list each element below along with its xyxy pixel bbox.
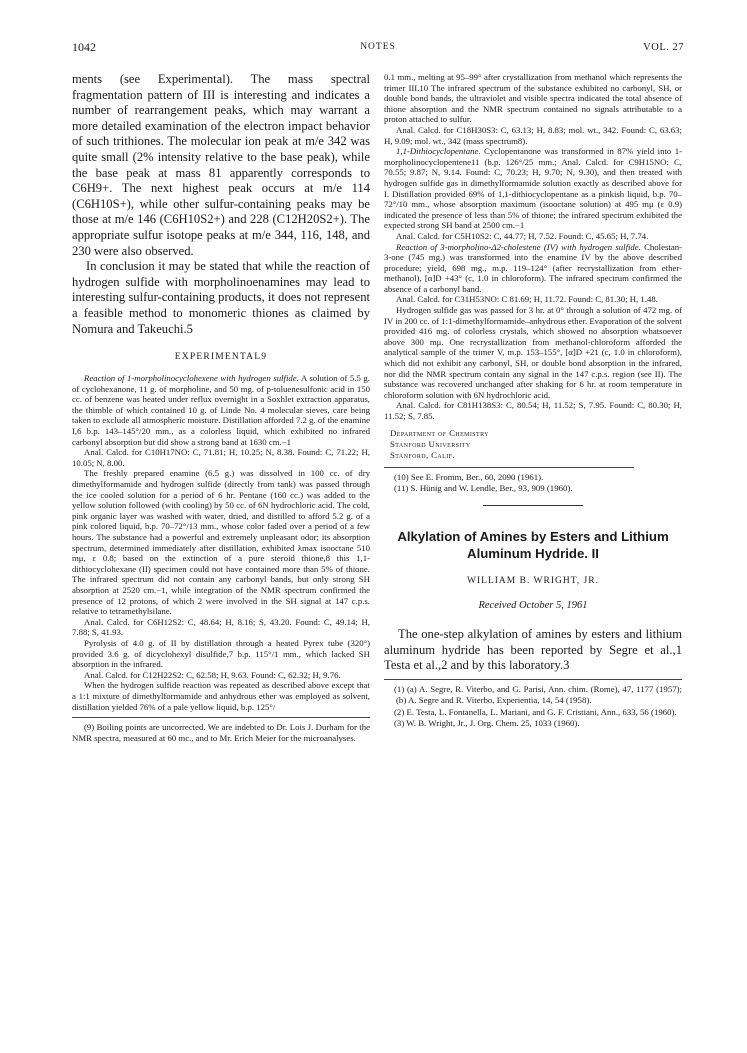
experimental-heading: EXPERIMENTAL9 [174,352,268,363]
footnote-divider [384,679,682,680]
footnote-9: (9) Boiling points are uncorrected. We are indebted to Dr. Lois J. Durham for the NMR spectra, measured at 60 mc., and to Mr. Erich Meier for the microanalyses. [72,722,370,743]
procedure-text: A solution of 5.5 g. of cyclohexanone, 11 g. of morpholine, and 50 mg. of p-toluenesulfonic acid in 150 cc. of benzene was heated under reflux overnight in a Soxhlet extraction apparatus, the thimble of which contained 10 g. of Linde No. 4 molecular sieves, care being taken to exclude all atmospheric moisture. Distillation afforded 7.2 g. of the enamine I,6 b.p. 143–145°/20 mm., as a colorless liquid, which exhibited no infrared carbonyl absorption but did show a strong band at 1630 cm.−1 [72,373,370,447]
affiliation-address [390,428,682,461]
footnote-2: (2) E. Testa, L. Fontanella, L. Mariani, and G. F. Cristiani, Ann., 633, 56 (1960). [394,706,677,717]
volume-label: VOL. 27 [643,42,684,53]
footnote-10: (10) See E. Fromm, Ber., 60, 2090 (1961). [394,471,544,482]
analysis-line: Anal. Calcd. for C81H138S3: C, 80.54; H, 11.52; S, 7.95. Found: C, 80.30; H, 11.52; S, 7.85. [384,400,682,421]
page-number: 1042 [72,40,96,54]
experimental-paragraph-2: The freshly prepared enamine (6.5 g.) was dissolved in 100 cc. of dry dimethylformamide and hydrogen sulfide (directly from tank) was passed through the ice cooled solution for a period of 6 hr. Pentane (160 cc.) was added to the yellow solution followed (with cooling) by 50 cc. of 6N hydrochloric acid. The cold, pink organic layer was washed with water, dried, and distilled to afford 5.2 g. of a pink colored liquid, b.p. 70–72°/13 mm., whose color faded over a period of a few hours. The substance had a powerful and extremely unpleasant odor; its absorption spectrum, determined immediately after distillation, exhibited λmax isooctane 510 mμ, ε 0.8; based on the extinction of a pure steroid thione,8 this 1,1-dithiocyclohexane (II) specimen could not have contained more than 5% of thione. The infrared spectrum did not contain any carbonyl bands, but only strong SH absorption at 2520 cm.−1, while integration of the NMR spectrum confirmed the presence of 12 protons, of which 2 were involved in the SH signal at 147 c.p.s. relative to tetramethylsilane. [72,468,370,617]
procedure-title: Reaction of 3-morpholino-Δ2-cholestene (IV) with hydrogen sulfide. [396,241,641,252]
analysis-line: Anal. Calcd. for C18H30S3: C, 63.13; H, 8.83; mol. wt., 342. Found: C, 63.63; H, 9.09; mol. wt., 342 (mass spectrum8). [384,124,682,146]
procedure-text: Cyclopentanone was transformed in 87% yield into 1-morpholinocyclopentene11 (b.p. 126°/25 mm.; Anal. Calcd. for C9H15NO: C, 70.55; 9.87; N, 9.14. Found: C, 70.23; H, 9.70; N, 9.30), and then treated with hydrogen sulfide gas in dimethylformamide solution exactly as described above for I. Distillation provided 69% of 1,1-dithiocyclopentane as a pinkish liquid, b.p. 70–72°/10 mm., whose absorption maximum (isooctane solution) at 495 mμ (ε 0.9) indicated the presence of less than 5% of thione; the infrared spectrum exhibited the expected strong SH band at 2500 cm.−1 [384,146,683,231]
paragraph-conclusion: In conclusion it may be stated that while the reaction of hydrogen sulfide with morpholinoenamines may lead to interesting sulfur-containing products, it does not represent a feasible method to monomeric thiones as claimed by Nomura and Takeuchi.5 [72,259,370,336]
footnote-divider [384,467,634,468]
article-intro-paragraph: The one-step alkylation of amines by esters and lithium aluminum hydride has been reported by Segre et al.,1 Testa et al.,2 and by this laboratory.3 [384,627,682,673]
footnote-1: (1) (a) A. Segre, R. Viterbo, and G. Parisi, Ann. chim. (Rome), 47, 1177 (1957); (b) A. Segre and R. Viterbo, Experientia, 14, 54 (1958). [394,683,682,705]
article-title: Alkylation of Amines by Esters and Lithium Aluminum Hydride. II [397,529,669,562]
experimental-paragraph-7 [384,242,682,295]
footnote-divider [72,717,370,718]
procedure-title: Reaction of 1-morpholinocyclohexene with hydrogen sulfide. [84,373,299,384]
footnote-11: (11) S. Hünig and W. Lendle, Ber., 93, 909 (1960). [394,483,573,494]
address-line: Stanford, Calif. [390,449,455,460]
experimental-paragraph-5: 0.1 mm., melting at 95–99° after crystallization from methanol which represents the trimer III.10 The infrared spectrum of the substance exhibited no carbonyl, SH, or double bond bands, the ultraviolet and visible spectra indicated the total absence of thione absorption and the NMR spectrum contained no signals attributable to a proton attached to sulfur. [384,72,682,125]
experimental-paragraph-1 [72,373,370,447]
article-author: WILLIAM B. WRIGHT, JR. [467,576,599,587]
left-column [72,72,370,743]
paragraph-intro: ments (see Experimental). The mass spectral fragmentation pattern of III is interesting and indicates a number of rearrangement peaks, which may warrant a more detailed examination of the electron impact behavior of such trithiones. The molecular ion peak at m/e 342 was quite small (2% intensity relative to the base peak), while the base peak at mass 81 apparently corresponds to C6H9+. The next highest peak occurs at m/e 114 (C6H10S+), while other sulfur-containing peaks may be those at m/e 146 (C6H10S2+) and 228 (C12H20S2+). The appropriate sulfur isotope peaks at m/e 344, 116, 148, and 230 were also observed. [72,72,370,258]
analysis-line: Anal. Calcd. for C6H12S2: C, 48.64; H, 8.16; S, 43.20. Found: C, 49.14; H, 7.88; S, 41.93. [72,616,370,638]
address-line: Department of Chemistry [390,427,489,438]
analysis-line: Anal. Calcd. for C31H53NO: C 81.69; H, 11.72. Found: C, 81.30; H, 1.48. [396,294,658,305]
procedure-text: Cholestan-3-one (745 mg.) was transformed into the enamine IV by the above described procedure; yield, 698 mg., m.p. 119–124° (after recrystallization from ether-methanol), [α]D +43° (c, 1.0 in chloroform). The infrared spectrum confirmed the absence of a carbonyl band. [384,241,683,294]
section-name: NOTES [360,42,396,52]
experimental-paragraph-8: Hydrogen sulfide gas was passed for 3 hr. at 0° through a solution of 472 mg. of IV in 200 cc. of 1:1-dimethylformamide–anhydrous ether. Evaporation of the solvent provided 416 mg. of colorless crystals, which showed no absorption whatsoever above 300 mμ. One recrystallization from methanol-chloroform afforded the analytical sample of the trimer V, m.p. 153–155°, [α]D +21 (c, 1.0 in chloroform), which did not exhibit any carbonyl, SH, or double bond absorption in the infrared, nor did the NMR spectrum contain any signal in the 147 c.p.s. region (see II). The substance was recovered unchanged after shaking for 6 hr. at room temperature in chloroform solution with 6N hydrochloric acid. [384,305,682,400]
article-separator [483,505,583,506]
experimental-paragraph-6 [384,146,682,231]
address-line: Stanford University [390,438,471,449]
analysis-line: Anal. Calcd. for C5H10S2: C, 44.77; H, 7.52. Found: C, 45.65; H, 7.74. [396,230,649,241]
analysis-line: Anal. Calcd. for C12H22S2: C, 62.58; H, 9.63. Found: C, 62.32; H, 9.76. [84,669,341,680]
analysis-line: Anal. Calcd. for C10H17NO: C, 71.81; H, 10.25; N, 8.38. Found: C, 71.22; H, 10.05; N, 8.00. [72,447,370,468]
experimental-paragraph-3: Pyrolysis of 4.0 g. of II by distillation through a heated Pyrex tube (320°) provided 3.6 g. of dicyclohexyl disulfide,7 b.p. 115°/1 mm., which lacked SH absorption in the infrared. [72,637,370,670]
page-header [72,40,684,56]
received-date: Received October 5, 1961 [478,600,588,612]
procedure-title: 1,1-Dithiocyclopentane. [396,146,481,157]
experimental-paragraph-4: When the hydrogen sulfide reaction was repeated as described above except that a 1:1 mixture of dimethylformamide and anhydrous ether was employed as solvent, distillation yielded 76% of a pale yellow liquid, b.p. 125°/ [72,680,370,712]
right-column [384,72,682,730]
footnote-3: (3) W. B. Wright, Jr., J. Org. Chem. 25, 1033 (1960). [394,718,580,729]
